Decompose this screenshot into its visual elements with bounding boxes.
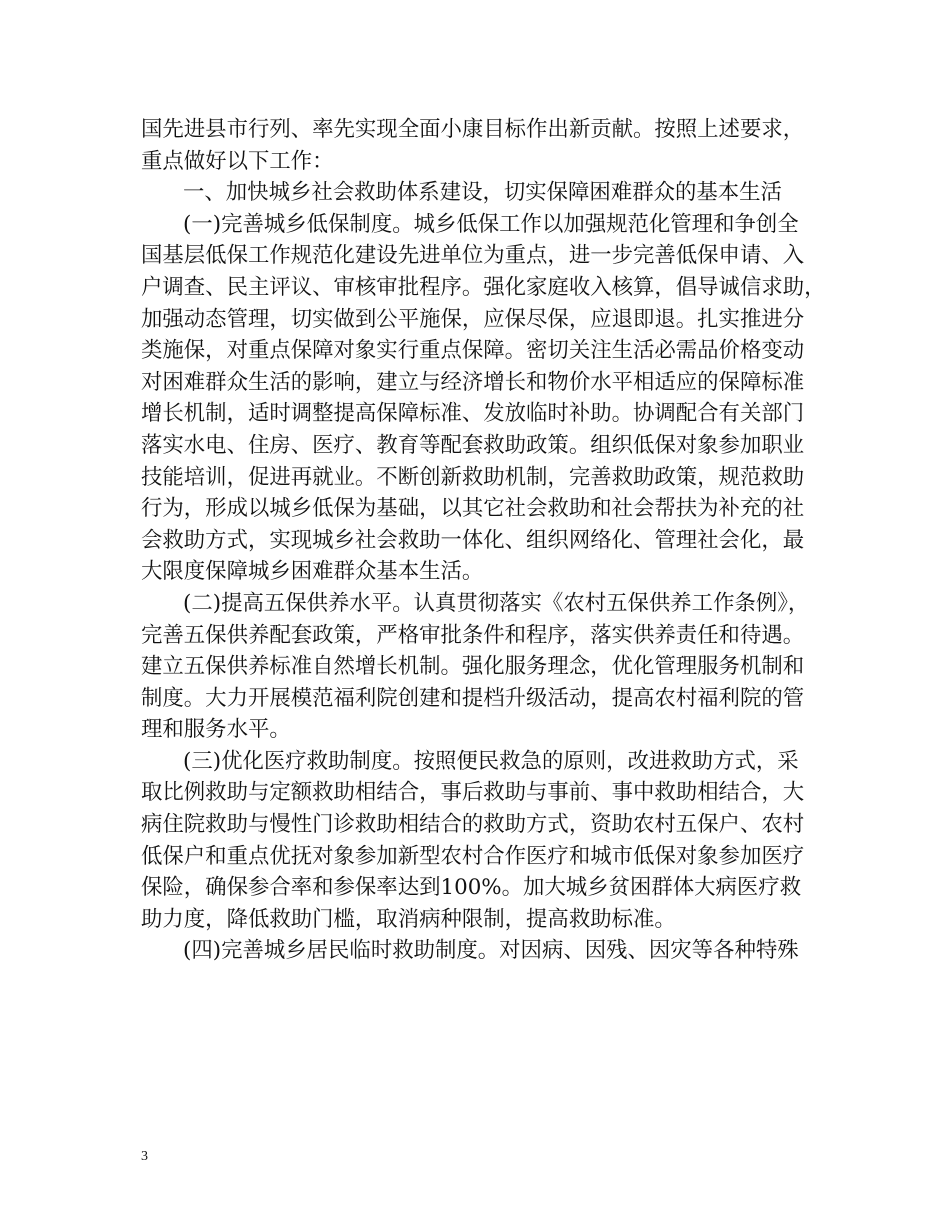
text-line: 落实水电、住房、医疗、教育等配套救助政策。组织低保对象参加职业 — [141, 432, 805, 458]
paragraph-start: (一)完善城乡低保制度。城乡低保工作以加强规范化管理和争创全 — [183, 211, 799, 237]
text-line: 病住院救助与慢性门诊救助相结合的救助方式，资助农村五保户、农村 — [141, 812, 805, 838]
text-line: 助力度，降低救助门槛，取消病种限制，提高救助标准。 — [141, 906, 676, 932]
text-line: 建立五保供养标准自然增长机制。强化服务理念，优化管理服务机制和 — [141, 654, 805, 680]
text-line: 完善五保供养配套政策，严格审批条件和程序，落实供养责任和待遇。 — [141, 622, 805, 648]
paragraph-start: (二)提高五保供养水平。认真贯彻落实《农村五保供养工作条例》， — [183, 590, 810, 616]
text-line: 保险，确保参合率和参保率达到100%。加大城乡贫困群体大病医疗救 — [141, 875, 802, 901]
text-line: 类施保，对重点保障对象实行重点保障。密切关注生活必需品价格变动 — [141, 338, 805, 364]
page-number: 3 — [141, 1149, 148, 1164]
text-line: 技能培训，促进再就业。不断创新救助机制，完善救助政策，规范救助 — [141, 464, 805, 490]
paragraph-start: (四)完善城乡居民临时救助制度。对因病、因残、因灾等各种特殊 — [183, 938, 799, 964]
text-line: 对困难群众生活的影响，建立与经济增长和物价水平相适应的保障标准 — [141, 369, 805, 395]
text-line: 大限度保障城乡困难群众基本生活。 — [141, 559, 484, 585]
text-line: 国基层低保工作规范化建设先进单位为重点，进一步完善低保申请、入 — [141, 243, 805, 269]
text-line: 国先进县市行列、率先实现全面小康目标作出新贡献。按照上述要求， — [141, 117, 805, 142]
body-text — [141, 114, 831, 967]
text-line: 会救助方式，实现城乡社会救助一体化、组织网络化、管理社会化，最 — [141, 527, 805, 553]
text-line: 加强动态管理，切实做到公平施保，应保尽保，应退即退。扎实推进分 — [141, 306, 805, 332]
text-line: 理和服务水平。 — [141, 717, 291, 743]
text-line: 户调查、民主评议、审核审批程序。强化家庭收入核算，倡导诚信求助， — [141, 274, 826, 300]
section-heading: 一、加快城乡社会救助体系建设，切实保障困难群众的基本生活 — [183, 180, 782, 206]
text-line: 低保户和重点优抚对象参加新型农村合作医疗和城市低保对象参加医疗 — [141, 843, 805, 869]
text-line: 重点做好以下工作： — [141, 148, 334, 174]
text-line: 增长机制，适时调整提高保障标准、发放临时补助。协调配合有关部门 — [141, 401, 805, 427]
text-line: 制度。大力开展模范福利院创建和提档升级活动，提高农村福利院的管 — [141, 685, 805, 711]
text-line: 取比例救助与定额救助相结合，事后救助与事前、事中救助相结合，大 — [141, 780, 805, 806]
text-line: 行为，形成以城乡低保为基础，以其它社会救助和社会帮扶为补充的社 — [141, 496, 805, 522]
paragraph-start: (三)优化医疗救助制度。按照便民救急的原则，改进救助方式，采 — [183, 748, 799, 774]
